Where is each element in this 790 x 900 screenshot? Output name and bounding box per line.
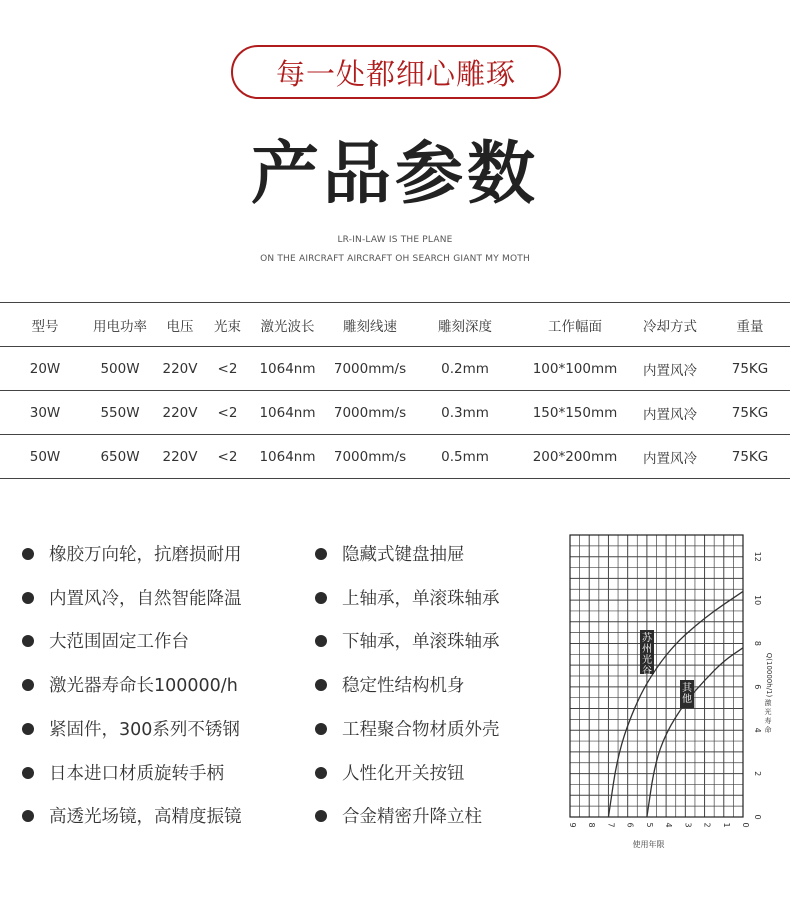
laser-lifetime-chart [560,525,780,860]
x-tick-label: 2 [702,822,712,828]
table-cell: 650W [100,448,140,465]
feature-text: 工程聚合物材质外壳 [342,720,500,740]
bullet-icon [22,548,34,560]
table-cell: 1064nm [259,360,316,377]
bullet-icon [315,548,327,560]
feature-text: 激光器寿命长100000/h [49,676,238,696]
feature-text: 日本进口材质旋转手柄 [49,764,224,784]
feature-text: 人性化开关按钮 [342,764,465,784]
table-cell: 75KG [731,448,769,465]
x-tick-label: 9 [568,822,577,828]
table-cell: 75KG [731,404,769,421]
header-cell: 电压 [166,318,194,335]
feature-item [22,541,242,566]
table-cell: <2 [217,448,238,465]
table-cell: 220V [162,448,198,465]
feature-item [315,803,482,828]
table-cell: 内置风冷 [643,406,697,423]
bullet-icon [22,723,34,735]
bullet-icon [22,767,34,779]
x-tick-label: 8 [587,822,597,828]
header-cell: 激光波长 [260,318,315,335]
bullet-icon [315,679,327,691]
feature-item [22,716,240,741]
feature-item [315,541,465,566]
bullet-icon [22,592,34,604]
y-tick-label: 10 [753,594,762,606]
series-label-text: 州 [642,644,652,655]
bullet-icon [315,723,327,735]
bullet-icon [315,635,327,647]
spec-table [0,302,790,479]
y-tick-label: 6 [753,684,762,690]
table-cell: 550W [100,404,140,421]
feature-text: 下轴承，单滚珠轴承 [342,632,500,652]
table-cell: 150*150mm [532,404,618,421]
table-cell: 100*100mm [532,360,618,377]
table-cell: 7000mm/s [333,448,407,465]
header-cell: 光束 [214,318,241,335]
table-cell: 0.3mm [441,404,489,421]
table-cell: 0.2mm [441,360,489,377]
feature-item [315,672,465,697]
table-cell: 内置风冷 [643,450,697,467]
series-label-text: 其 [682,683,692,694]
y-tick-label: 8 [753,640,762,647]
feature-item [315,760,465,785]
y-axis-label-unit: Q(10000h/1) [765,652,773,698]
bullet-icon [315,592,327,604]
y-axis-label-char: 命 [764,726,772,734]
x-tick-label: 3 [683,822,693,828]
bullet-icon [22,679,34,691]
feature-text: 大范围固定工作台 [49,632,189,652]
table-cell: 220V [162,404,198,421]
spec-table-header [0,303,790,347]
y-tick-label: 12 [753,551,762,562]
bullet-icon [315,810,327,822]
table-cell: 7000mm/s [333,404,407,421]
x-tick-label: 4 [664,822,674,828]
y-axis-label-char: 激 [764,699,772,707]
table-cell: 1064nm [259,404,316,421]
table-cell: 7000mm/s [333,360,407,377]
feature-text: 隐藏式键盘抽屉 [342,545,465,565]
header-cell: 工作幅面 [548,318,602,335]
feature-text: 紧固件，300系列不锈钢 [49,720,240,740]
table-cell: 500W [100,360,140,377]
feature-item [315,716,500,741]
bullet-icon [315,767,327,779]
feature-text: 内置风冷，自然智能降温 [49,589,242,609]
table-cell: 220V [162,360,198,377]
feature-item [22,585,242,610]
series-label-text: 苏 [642,633,652,644]
x-tick-label: 0 [741,822,750,828]
header-cell: 重量 [736,318,764,335]
page-title: 产品参数 [250,135,539,214]
table-cell: 1064nm [259,448,316,465]
y-axis-label-char: 寿 [764,717,772,725]
table-cell: 0.5mm [441,448,489,465]
feature-text: 橡胶万向轮，抗磨损耐用 [49,545,242,565]
subtitle-line-2: ON THE AIRCRAFT AIRCRAFT OH SEARCH GIANT MY MOTH [260,254,530,264]
header-cell: 型号 [31,318,59,335]
table-row [0,391,790,435]
bullet-icon [22,635,34,647]
table-row [0,347,790,391]
feature-item [315,628,500,653]
header-cell: 冷却方式 [643,318,697,335]
y-tick-label: 2 [753,771,762,777]
x-tick-label: 5 [644,822,654,828]
y-tick-label: 4 [753,727,762,733]
y-axis-label-char: 光 [764,708,772,716]
feature-item [22,760,224,785]
table-cell: 30W [29,404,61,421]
slogan-banner [231,45,561,99]
table-cell: 200*200mm [532,448,618,465]
bullet-icon [22,810,34,822]
table-cell: 20W [29,360,61,377]
table-cell: <2 [217,404,238,421]
subtitle-line-1: LR-IN-LAW IS THE PLANE [337,235,453,245]
table-row [0,435,790,479]
feature-item [22,628,189,653]
header-cell: 用电功率 [93,318,147,335]
table-cell: <2 [217,360,238,377]
series-label-text: 谷 [642,666,652,677]
feature-text: 合金精密升降立柱 [342,807,482,827]
series-label-text: 他 [682,694,692,705]
header-cell: 雕刻线速 [343,318,397,335]
table-cell: 50W [29,448,61,465]
feature-text: 上轴承，单滚珠轴承 [342,589,500,609]
table-cell: 75KG [731,360,769,377]
feature-text: 高透光场镜，高精度振镜 [49,807,242,827]
x-tick-label: 1 [721,822,731,828]
series-label-text: 光 [642,655,652,666]
table-cell: 内置风冷 [643,362,697,379]
x-tick-label: 7 [606,822,616,828]
x-axis-label: 使用年限 [632,840,665,849]
feature-text: 稳定性结构机身 [342,676,465,696]
x-tick-label: 6 [625,822,635,828]
feature-item [315,585,500,610]
slogan-text: 每一处都细心雕琢 [275,56,516,91]
header-cell: 雕刻深度 [438,318,492,335]
feature-item [22,803,242,828]
feature-item [22,672,238,697]
y-tick-label: 0 [753,814,762,820]
